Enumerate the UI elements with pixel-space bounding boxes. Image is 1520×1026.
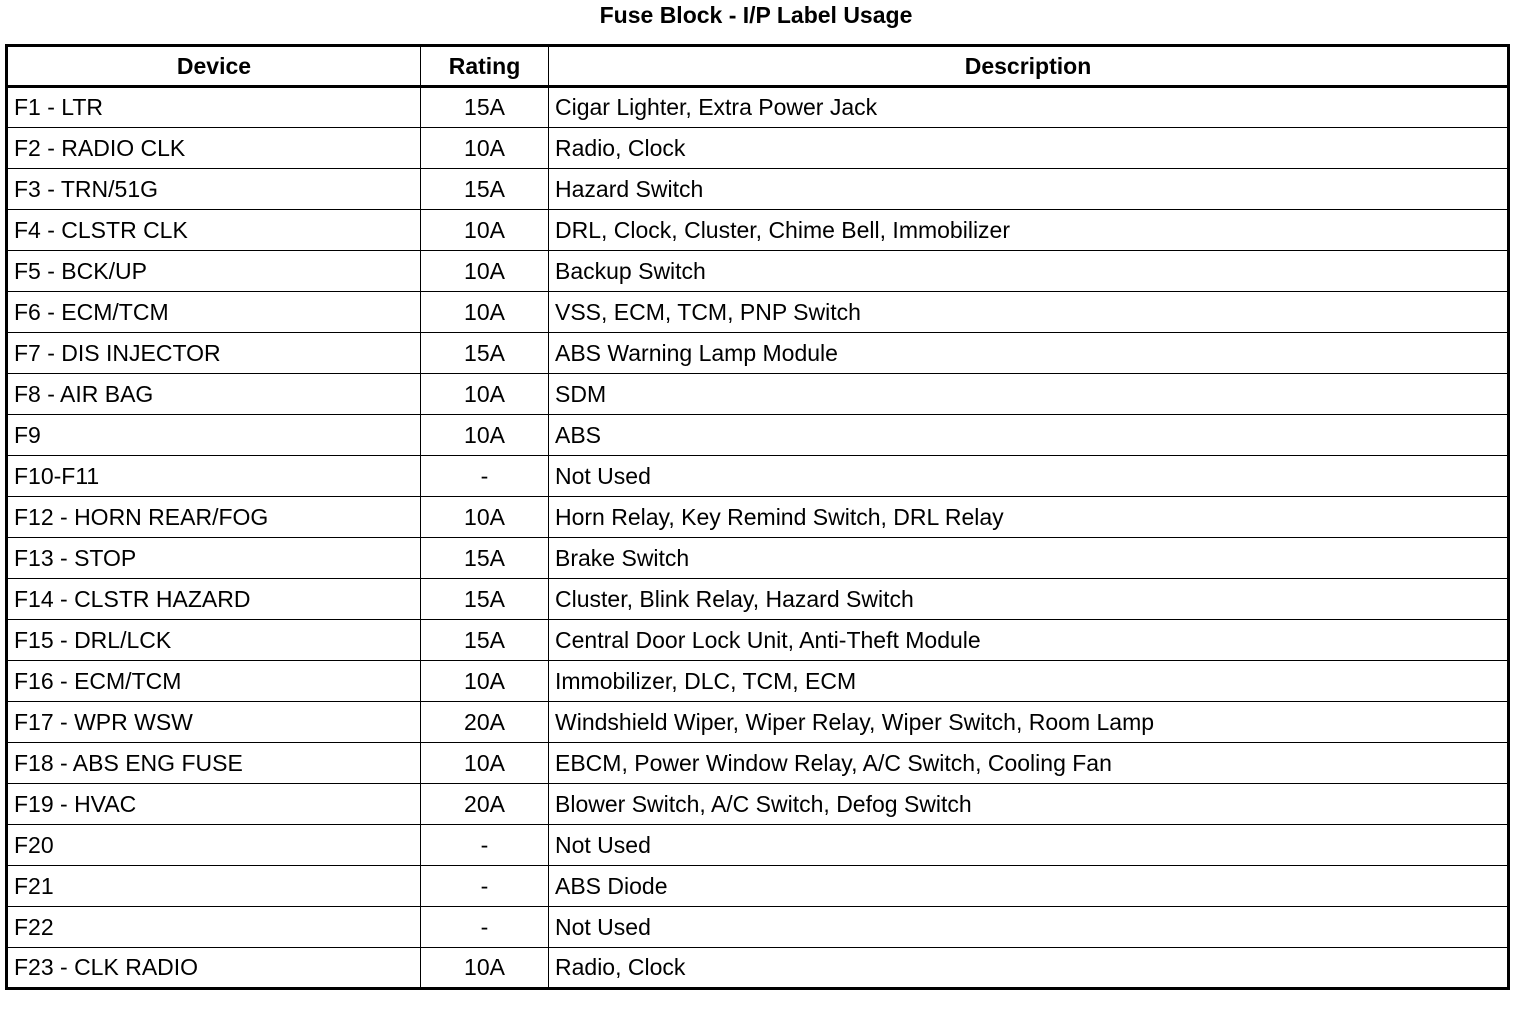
device-cell: F22 <box>7 907 421 948</box>
column-header-description: Description <box>549 46 1509 87</box>
description-cell: Cigar Lighter, Extra Power Jack <box>549 87 1509 128</box>
table-row <box>7 579 1509 620</box>
description-cell: Horn Relay, Key Remind Switch, DRL Relay <box>549 497 1509 538</box>
rating-cell: - <box>421 825 549 866</box>
description-cell: Radio, Clock <box>549 948 1509 989</box>
description-cell: ABS Diode <box>549 866 1509 907</box>
page-title: Fuse Block - I/P Label Usage <box>599 2 913 28</box>
device-cell: F2 - RADIO CLK <box>7 128 421 169</box>
description-cell: ABS Warning Lamp Module <box>549 333 1509 374</box>
table-row <box>7 702 1509 743</box>
description-cell: Cluster, Blink Relay, Hazard Switch <box>549 579 1509 620</box>
description-cell: Hazard Switch <box>549 169 1509 210</box>
device-cell: F23 - CLK RADIO <box>7 948 421 989</box>
rating-cell: 10A <box>421 743 549 784</box>
rating-cell: 15A <box>421 87 549 128</box>
column-header-device: Device <box>7 46 421 87</box>
description-cell: Central Door Lock Unit, Anti-Theft Module <box>549 620 1509 661</box>
rating-cell: 10A <box>421 374 549 415</box>
table-row <box>7 415 1509 456</box>
rating-cell: 20A <box>421 784 549 825</box>
rating-cell: 15A <box>421 579 549 620</box>
rating-cell: 10A <box>421 292 549 333</box>
table-row <box>7 620 1509 661</box>
column-header-rating: Rating <box>421 46 549 87</box>
table-row <box>7 251 1509 292</box>
table-row <box>7 907 1509 948</box>
table-row <box>7 866 1509 907</box>
table-row <box>7 374 1509 415</box>
table-row <box>7 948 1509 989</box>
table-row <box>7 743 1509 784</box>
table-row <box>7 497 1509 538</box>
rating-cell: 15A <box>421 169 549 210</box>
device-cell: F15 - DRL/LCK <box>7 620 421 661</box>
description-cell: EBCM, Power Window Relay, A/C Switch, Cooling Fan <box>549 743 1509 784</box>
device-cell: F16 - ECM/TCM <box>7 661 421 702</box>
device-cell: F10-F11 <box>7 456 421 497</box>
rating-cell: 10A <box>421 210 549 251</box>
device-cell: F12 - HORN REAR/FOG <box>7 497 421 538</box>
table-row <box>7 661 1509 702</box>
description-cell: DRL, Clock, Cluster, Chime Bell, Immobilizer <box>549 210 1509 251</box>
description-cell: Windshield Wiper, Wiper Relay, Wiper Switch, Room Lamp <box>549 702 1509 743</box>
device-cell: F6 - ECM/TCM <box>7 292 421 333</box>
rating-cell: - <box>421 866 549 907</box>
table-row <box>7 87 1509 128</box>
rating-cell: 15A <box>421 620 549 661</box>
device-cell: F9 <box>7 415 421 456</box>
device-cell: F7 - DIS INJECTOR <box>7 333 421 374</box>
rating-cell: 10A <box>421 948 549 989</box>
table-row <box>7 169 1509 210</box>
description-cell: SDM <box>549 374 1509 415</box>
rating-cell: 15A <box>421 333 549 374</box>
rating-cell: 15A <box>421 538 549 579</box>
rating-cell: 20A <box>421 702 549 743</box>
table-row <box>7 128 1509 169</box>
description-cell: Not Used <box>549 907 1509 948</box>
table-body <box>7 87 1509 989</box>
table-row <box>7 825 1509 866</box>
rating-cell: 10A <box>421 128 549 169</box>
description-cell: Blower Switch, A/C Switch, Defog Switch <box>549 784 1509 825</box>
table-row <box>7 538 1509 579</box>
device-cell: F1 - LTR <box>7 87 421 128</box>
description-cell: Not Used <box>549 456 1509 497</box>
table-row <box>7 210 1509 251</box>
device-cell: F17 - WPR WSW <box>7 702 421 743</box>
fuse-table <box>5 44 1510 990</box>
rating-cell: - <box>421 907 549 948</box>
description-cell: ABS <box>549 415 1509 456</box>
device-cell: F19 - HVAC <box>7 784 421 825</box>
description-cell: Radio, Clock <box>549 128 1509 169</box>
table-row <box>7 456 1509 497</box>
table-row <box>7 333 1509 374</box>
table-row <box>7 784 1509 825</box>
device-cell: F4 - CLSTR CLK <box>7 210 421 251</box>
device-cell: F21 <box>7 866 421 907</box>
rating-cell: 10A <box>421 661 549 702</box>
device-cell: F5 - BCK/UP <box>7 251 421 292</box>
device-cell: F8 - AIR BAG <box>7 374 421 415</box>
table-row <box>7 292 1509 333</box>
description-cell: Not Used <box>549 825 1509 866</box>
description-cell: Immobilizer, DLC, TCM, ECM <box>549 661 1509 702</box>
table-header-row <box>7 46 1509 87</box>
device-cell: F20 <box>7 825 421 866</box>
rating-cell: 10A <box>421 415 549 456</box>
rating-cell: 10A <box>421 251 549 292</box>
device-cell: F18 - ABS ENG FUSE <box>7 743 421 784</box>
device-cell: F13 - STOP <box>7 538 421 579</box>
description-cell: Backup Switch <box>549 251 1509 292</box>
description-cell: VSS, ECM, TCM, PNP Switch <box>549 292 1509 333</box>
device-cell: F14 - CLSTR HAZARD <box>7 579 421 620</box>
rating-cell: - <box>421 456 549 497</box>
rating-cell: 10A <box>421 497 549 538</box>
device-cell: F3 - TRN/51G <box>7 169 421 210</box>
description-cell: Brake Switch <box>549 538 1509 579</box>
